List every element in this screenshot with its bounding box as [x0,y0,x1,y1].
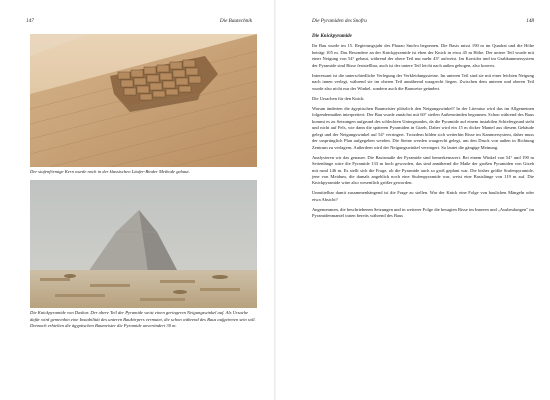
paragraph: Unmittelbar damit zusammenhängend ist die Frage zu stellen. War der Knick eine Folge von baulichen Mängeln oder etwa Absicht? [312,190,534,202]
running-head [26,18,252,28]
section-heading: Die Knickpyramide [312,34,352,39]
running-title: Die Bautechnik [219,18,252,24]
running-head [312,18,534,28]
paragraph: Interessant ist die unterschiedliche Verlegung der Verkleidungssteine. Im unteren Teil sind sie mit einer leichten Neigung nach innen verlegt, während sie im oberen Teil annähernd waagrecht liegen. Zwischen dem unteren und oberen Teil wurde also nicht nur der Winkel, sondern auch die Bauweise geändert. [312,72,534,91]
paragraph: Warum änderten die ägyptischen Baumeister plötzlich den Neigungswinkel? In der Literatur wird das im Allgemeinen folgendermaßen interpretiert: Der Bau wurde zunächst mit 60° steilen Außenwänden begonnen. Schon während des Baus kommt es zu Setzungen aufgrund des schlechten Untergrundes, da die Pyramide auf einem instabilen Schiefergrund steht und nicht auf Fels, wie dann die späteren Pyramiden in Gizeh. Daher wird ein 15 m dicker Mantel aus diesem Gebäude gelegt und der Neigungswinkel auf 54° verringert. Trotzdem bilden sich weiterhin Risse im Kammersystem, daher muss der ursprünglich Plan aufgegeben werden. Die Steine werden waagrecht gelegt, um den Druck von außen in Richtung Zentrum zu verlagern. Außerdem wird der Neigungswinkel verringert. So lautet die gängige Meinung. [312,105,534,150]
photo-stepped-core [30,34,257,167]
paragraph: Die Ursachen für den Knick: [312,95,365,101]
body-text [312,34,534,223]
page-number: 147 [26,18,34,24]
left-page [0,0,274,400]
paragraph: Angenommen, die beschriebenen Setzungen und in weiterer Folge die besagten Risse im Inneren und „Ausbeulungen" im Pyramidenmantel traten bereits während des Baus [312,206,534,219]
running-title: Die Pyramiden des Snofru [312,18,367,24]
caption-stepped-core: Der stufenförmige Kern wurde noch in der klassischen Läufer-Binder Methode gebaut. [30,169,190,174]
right-page [276,0,550,400]
paragraph: Analysieren wir das genauer. Die Basismaße der Pyramide sind bemerkenswert. Bei einem Winkel von 54° und 190 m Seitenlänge wäre die Pyramide 133 m hoch geworden, das sind annähernd die Maße der großen Pyramiden von Gizeh mit rund 146 m. Es stellt sich die Frage, ob die Pyramide auch so groß geplant war. Die bisher größte Stufenpyramide, jene von Meidum, die damals angeblich noch eine Stufenpyramide war, weist eine Basislänge von 119 m auf. Die Knickpyramide wäre also wesentlich größer geworden. [312,154,534,186]
photo-bent-pyramid [30,180,257,308]
page-number: 148 [526,18,534,24]
caption-bent-pyramid: Die Knickpyramide von Dashur. Der obere Teil der Pyramide weist einen geringeren Neigungswinkel auf. Als Ursache dafür wird gemeinhin eine Instabilität des unteren Baukörpers vermutet, die schon während des Baus aufgetreten sein soll. Dennoch erhielten die ägyptischen Baumeister die Pyramide unverändert 30 m. [30,310,256,329]
paragraph: Ihr Bau wurde im 15. Regierungsjahr des Pharao Snofru begonnen. Die Basis misst 190 m im Quadrat und die Höhe beträgt 105 m. Das Besondere an der Knickpyramide ist eben der Knick in etwa 45 m Höhe. Der untere Teil wurde mit einer Neigung von 54° gebaut, während der obere Teil nur mehr 43° aufweist. Im Korridor und im Grabkammersystem der Pyramide sind Risse feststellbar, auch ist der untere Teil leicht nach außen gebogen, also konvex. [312,43,534,68]
